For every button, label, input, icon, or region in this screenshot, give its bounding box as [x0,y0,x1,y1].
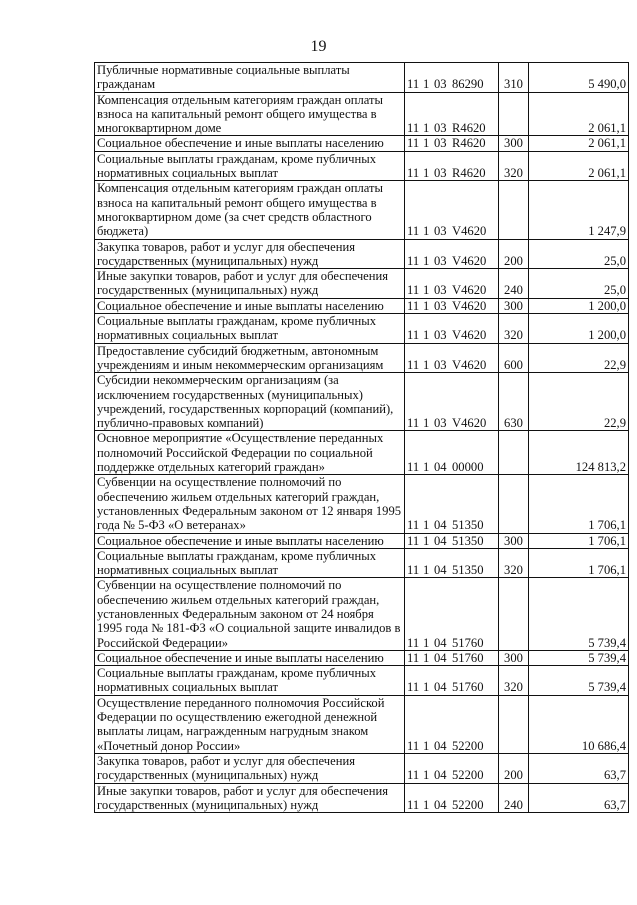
code-segment: 03 [434,77,447,92]
row-amount: 5 739,4 [529,578,629,650]
row-code [405,475,499,533]
code-segment: V4620 [452,416,487,431]
code-segment: 1 [423,224,430,239]
row-code [405,533,499,548]
row-expense-type [499,695,529,753]
code-segment: 1 [423,768,430,783]
row-expense-type [499,578,529,650]
row-expense-type: 320 [499,548,529,578]
row-code [405,783,499,813]
code-segment: 11 [407,357,420,372]
table-row [95,92,629,136]
code-segment: R4620 [452,121,486,136]
code-segment: 11 [407,121,420,136]
code-segment: V4620 [452,328,487,343]
row-code [405,63,499,93]
row-expense-type: 200 [499,753,529,783]
code-segment: 04 [434,533,447,548]
table-row [95,548,629,578]
table-row [95,695,629,753]
code-segment: 04 [434,768,447,783]
row-code [405,548,499,578]
table-row [95,475,629,533]
row-name: Закупка товаров, работ и услуг для обеспечения государственных (муниципальных) нужд [95,239,405,269]
table-row [95,753,629,783]
row-amount: 5 739,4 [529,650,629,665]
code-segment: 1 [423,650,430,665]
table-row [95,533,629,548]
row-amount: 2 061,1 [529,136,629,151]
row-code [405,650,499,665]
row-code [405,695,499,753]
code-segment: 11 [407,460,420,475]
code-segment: 1 [423,357,430,372]
row-expense-type: 320 [499,666,529,696]
code-segment: V4620 [452,357,487,372]
code-segment: 04 [434,563,447,578]
code-segment: 11 [407,416,420,431]
row-code [405,343,499,373]
code-segment: 03 [434,166,447,181]
code-segment: 04 [434,738,447,753]
row-code [405,269,499,299]
code-segment: 1 [423,738,430,753]
code-segment: 11 [407,298,420,313]
row-expense-type: 200 [499,239,529,269]
row-expense-type: 320 [499,314,529,344]
row-expense-type: 300 [499,136,529,151]
row-name: Социальное обеспечение и иные выплаты населению [95,298,405,313]
code-segment: 1 [423,460,430,475]
row-expense-type: 300 [499,650,529,665]
code-segment: 1 [423,283,430,298]
row-expense-type [499,431,529,475]
row-name: Публичные нормативные социальные выплаты гражданам [95,63,405,93]
row-expense-type: 300 [499,298,529,313]
row-code [405,239,499,269]
row-amount: 10 686,4 [529,695,629,753]
row-amount: 63,7 [529,783,629,813]
table-row [95,783,629,813]
row-name: Социальные выплаты гражданам, кроме публичных нормативных социальных выплат [95,548,405,578]
code-segment: 03 [434,298,447,313]
row-amount: 1 200,0 [529,314,629,344]
row-code [405,92,499,136]
row-expense-type: 300 [499,533,529,548]
code-segment: 1 [423,518,430,533]
table-row [95,650,629,665]
code-segment: V4620 [452,253,487,268]
code-segment: 1 [423,533,430,548]
code-segment: 11 [407,328,420,343]
row-name: Социальные выплаты гражданам, кроме публичных нормативных социальных выплат [95,666,405,696]
row-code [405,151,499,181]
row-expense-type [499,92,529,136]
code-segment: 04 [434,460,447,475]
row-code [405,136,499,151]
code-segment: 51350 [452,533,484,548]
row-amount: 1 706,1 [529,475,629,533]
code-segment: 00000 [452,460,484,475]
code-segment: 03 [434,328,447,343]
row-name: Основное мероприятие «Осуществление переданных полномочий Российской Федерации по социальной поддержке отдельных категорий граждан» [95,431,405,475]
row-name: Социальные выплаты гражданам, кроме публичных нормативных социальных выплат [95,314,405,344]
row-name: Социальные выплаты гражданам, кроме публичных нормативных социальных выплат [95,151,405,181]
table-row [95,239,629,269]
code-segment: 03 [434,121,447,136]
code-segment: 1 [423,328,430,343]
row-name: Осуществление переданного полномочия Российской Федерации по осуществлению ежегодной денежной выплаты лицам, награжденным нагрудным знаком «Почетный донор России» [95,695,405,753]
row-amount: 1 200,0 [529,298,629,313]
code-segment: 11 [407,635,420,650]
code-segment: 11 [407,738,420,753]
code-segment: 1 [423,797,430,812]
table-row [95,136,629,151]
code-segment: 51760 [452,680,484,695]
code-segment: V4620 [452,224,487,239]
code-segment: 1 [423,680,430,695]
row-amount: 1 706,1 [529,533,629,548]
code-segment: 04 [434,680,447,695]
code-segment: 52200 [452,738,484,753]
code-segment: 03 [434,136,447,151]
code-segment: 03 [434,253,447,268]
row-amount: 5 739,4 [529,666,629,696]
code-segment: 03 [434,224,447,239]
row-code [405,753,499,783]
row-amount: 63,7 [529,753,629,783]
table-row [95,578,629,650]
row-amount: 124 813,2 [529,431,629,475]
code-segment: 52200 [452,797,484,812]
table-row [95,63,629,93]
code-segment: 11 [407,77,420,92]
row-name: Социальное обеспечение и иные выплаты населению [95,136,405,151]
row-name: Предоставление субсидий бюджетным, автономным учреждениям и иным некоммерческим организациям [95,343,405,373]
row-amount: 5 490,0 [529,63,629,93]
code-segment: 11 [407,680,420,695]
code-segment: 11 [407,533,420,548]
code-segment: 11 [407,136,420,151]
row-amount: 1 706,1 [529,548,629,578]
code-segment: 11 [407,224,420,239]
code-segment: 03 [434,283,447,298]
code-segment: 11 [407,518,420,533]
code-segment: 1 [423,635,430,650]
row-expense-type: 310 [499,63,529,93]
code-segment: 04 [434,797,447,812]
row-name: Иные закупки товаров, работ и услуг для обеспечения государственных (муниципальных) нужд [95,783,405,813]
row-code [405,314,499,344]
row-name: Закупка товаров, работ и услуг для обеспечения государственных (муниципальных) нужд [95,753,405,783]
code-segment: 11 [407,797,420,812]
code-segment: 11 [407,768,420,783]
code-segment: 51350 [452,563,484,578]
row-amount: 25,0 [529,269,629,299]
table-row [95,666,629,696]
row-expense-type [499,475,529,533]
row-amount: 22,9 [529,343,629,373]
row-name: Субвенции на осуществление полномочий по обеспечению жильем отдельных категорий граждан, установленных Федеральным законом от 24 ноября 1995 года № 181-ФЗ «О социальной защите инвалидов в Российской Федерации» [95,578,405,650]
table-row [95,151,629,181]
row-name: Компенсация отдельным категориям граждан оплаты взноса на капитальный ремонт общего имущества в многоквартирном доме (за счет средств областного бюджета) [95,181,405,239]
code-segment: 04 [434,635,447,650]
code-segment: 1 [423,253,430,268]
code-segment: 11 [407,283,420,298]
page-number: 19 [310,38,327,55]
code-segment: 51760 [452,650,484,665]
row-expense-type: 320 [499,151,529,181]
row-amount: 25,0 [529,239,629,269]
row-amount: 2 061,1 [529,151,629,181]
row-name: Социальное обеспечение и иные выплаты населению [95,650,405,665]
table-row [95,431,629,475]
code-segment: 1 [423,121,430,136]
code-segment: 51350 [452,518,484,533]
code-segment: 1 [423,416,430,431]
row-amount: 22,9 [529,373,629,431]
code-segment: 52200 [452,768,484,783]
code-segment: V4620 [452,283,487,298]
table-row [95,343,629,373]
code-segment: 04 [434,650,447,665]
row-name: Субвенции на осуществление полномочий по обеспечению жильем отдельных категорий граждан, установленных Федеральным законом от 12 января 1995 года № 5-ФЗ «О ветеранах» [95,475,405,533]
code-segment: 11 [407,166,420,181]
code-segment: 1 [423,563,430,578]
row-expense-type: 630 [499,373,529,431]
code-segment: 1 [423,298,430,313]
code-segment: 03 [434,416,447,431]
code-segment: 1 [423,77,430,92]
row-code [405,298,499,313]
table-row [95,181,629,239]
code-segment: 11 [407,253,420,268]
code-segment: R4620 [452,136,486,151]
table-row [95,373,629,431]
row-expense-type: 240 [499,269,529,299]
row-code [405,181,499,239]
table-row [95,314,629,344]
budget-table-body [95,63,629,813]
budget-table [94,62,629,813]
row-name: Компенсация отдельным категориям граждан оплаты взноса на капитальный ремонт общего имущества в многоквартирном доме [95,92,405,136]
code-segment: 11 [407,563,420,578]
code-segment: 1 [423,166,430,181]
table-row [95,298,629,313]
row-name: Субсидии некоммерческим организациям (за исключением государственных (муниципальных) учреждений, государственных корпораций (компаний), публично-правовых компаний) [95,373,405,431]
table-row [95,269,629,299]
code-segment: R4620 [452,166,486,181]
row-expense-type [499,181,529,239]
row-name: Иные закупки товаров, работ и услуг для обеспечения государственных (муниципальных) нужд [95,269,405,299]
code-segment: 04 [434,518,447,533]
row-expense-type: 240 [499,783,529,813]
row-amount: 2 061,1 [529,92,629,136]
row-amount: 1 247,9 [529,181,629,239]
row-code [405,578,499,650]
code-segment: V4620 [452,298,487,313]
code-segment: 86290 [452,77,484,92]
code-segment: 1 [423,136,430,151]
row-code [405,373,499,431]
row-expense-type: 600 [499,343,529,373]
code-segment: 11 [407,650,420,665]
code-segment: 03 [434,357,447,372]
row-name: Социальное обеспечение и иные выплаты населению [95,533,405,548]
row-code [405,666,499,696]
code-segment: 51760 [452,635,484,650]
row-code [405,431,499,475]
